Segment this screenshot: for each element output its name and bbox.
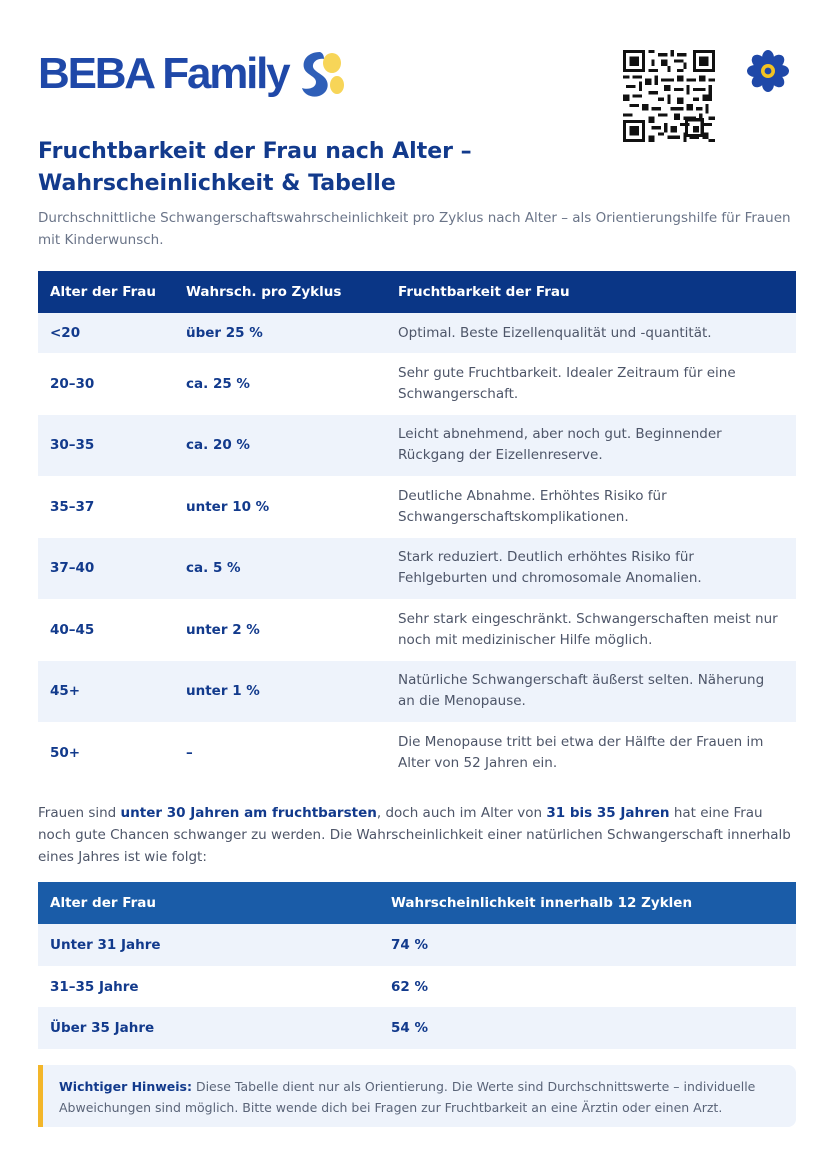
table-row: [38, 353, 796, 415]
cell-description: Deutliche Abnahme. Erhöhtes Risiko für Schwangerschaftskomplikationen.: [386, 476, 796, 538]
cell-description: Stark reduziert. Deutlich erhöhtes Risiko für Fehlgeburten und chromosomale Anomalien.: [386, 538, 796, 600]
page-header: [38, 44, 798, 144]
important-note: [38, 1065, 796, 1127]
note-label: Wichtiger Hinweis:: [59, 1079, 192, 1094]
cell-description: Sehr stark eingeschränkt. Schwangerschaften meist nur noch mit medizinischer Hilfe möglich.: [386, 599, 796, 661]
yearly-probability-table: [38, 882, 796, 1049]
table-row: [38, 313, 796, 353]
cell-age: 35–37: [38, 476, 174, 538]
table-row: [38, 966, 796, 1008]
cell-age: 20–30: [38, 353, 174, 415]
fertility-by-age-table: [38, 271, 796, 784]
cell-probability: über 25 %: [174, 313, 386, 353]
beba-logo-mark-icon: [292, 48, 348, 100]
paragraph-highlight: unter 30 Jahren am fruchtbarsten: [120, 805, 377, 821]
page-title: Fruchtbarkeit der Frau nach Alter – Wahrscheinlichkeit & Tabelle: [38, 139, 472, 196]
column-header-12-cycles: Wahrscheinlichkeit innerhalb 12 Zyklen: [379, 882, 796, 924]
cell-description: Optimal. Beste Eizellenqualität und -quantität.: [386, 313, 796, 353]
brand-logo-text: BEBA Family: [38, 49, 289, 98]
paragraph-text: Frauen sind: [38, 805, 121, 821]
cell-age: <20: [38, 313, 174, 353]
note-text: Diese Tabelle dient nur als Orientierung. Die Werte sind Durchschnittswerte – individuelle Abweichungen sind möglich. Bitte wende dich bei Fragen zur Fruchtbarkeit an eine Ärztin oder einen Arzt.: [59, 1079, 756, 1115]
cell-description: Natürliche Schwangerschaft äußerst selten. Näherung an die Menopause.: [386, 661, 796, 723]
column-header-age: Alter der Frau: [38, 271, 174, 313]
table-row: [38, 476, 796, 538]
cell-probability: unter 10 %: [174, 476, 386, 538]
summary-paragraph: [38, 802, 798, 868]
table-row: [38, 1007, 796, 1049]
cell-age: Unter 31 Jahre: [38, 924, 379, 966]
cell-probability: ca. 25 %: [174, 353, 386, 415]
cell-probability: ca. 20 %: [174, 415, 386, 477]
qr-code-icon: [623, 50, 715, 142]
column-header-fertility: Fruchtbarkeit der Frau: [386, 271, 796, 313]
paragraph-text: , doch auch im Alter von: [376, 805, 547, 821]
cell-age: Über 35 Jahre: [38, 1007, 379, 1049]
cell-probability: unter 1 %: [174, 661, 386, 723]
cell-age: 50+: [38, 722, 174, 784]
cell-age: 37–40: [38, 538, 174, 600]
table-row: [38, 599, 796, 661]
cell-probability: 62 %: [379, 966, 796, 1008]
cell-age: 45+: [38, 661, 174, 723]
cell-age: 31–35 Jahre: [38, 966, 379, 1008]
cell-probability: 74 %: [379, 924, 796, 966]
table-row: [38, 722, 796, 784]
table-row: [38, 661, 796, 723]
paragraph-highlight: 31 bis 35 Jahren: [546, 805, 670, 821]
table-row: [38, 924, 796, 966]
table-header-row: [38, 882, 796, 924]
table-row: [38, 538, 796, 600]
cell-description: Sehr gute Fruchtbarkeit. Idealer Zeitraum für eine Schwangerschaft.: [386, 353, 796, 415]
paragraph-text: hat eine Frau noch gute Chancen schwanger zu werden. Die Wahrscheinlichkeit einer natürlichen Schwangerschaft innerhalb eines Jahres ist wie folgt:: [38, 805, 791, 865]
column-header-probability: Wahrsch. pro Zyklus: [174, 271, 386, 313]
cell-probability: ca. 5 %: [174, 538, 386, 600]
cell-probability: unter 2 %: [174, 599, 386, 661]
brand-logo: [38, 46, 348, 102]
cell-description: Leicht abnehmend, aber noch gut. Beginnender Rückgang der Eizellenreserve.: [386, 415, 796, 477]
table-header-row: [38, 271, 796, 313]
table-row: [38, 415, 796, 477]
cell-description: Die Menopause tritt bei etwa der Hälfte der Frauen im Alter von 52 Jahren ein.: [386, 722, 796, 784]
cell-probability: 54 %: [379, 1007, 796, 1049]
flower-icon: [746, 49, 790, 93]
cell-age: 30–35: [38, 415, 174, 477]
page-subtitle: Durchschnittliche Schwangerschaftswahrscheinlichkeit pro Zyklus nach Alter – als Orientierungshilfe für Frauen mit Kinderwunsch.: [38, 210, 791, 248]
column-header-age: Alter der Frau: [38, 882, 379, 924]
cell-probability: –: [174, 722, 386, 784]
cell-age: 40–45: [38, 599, 174, 661]
